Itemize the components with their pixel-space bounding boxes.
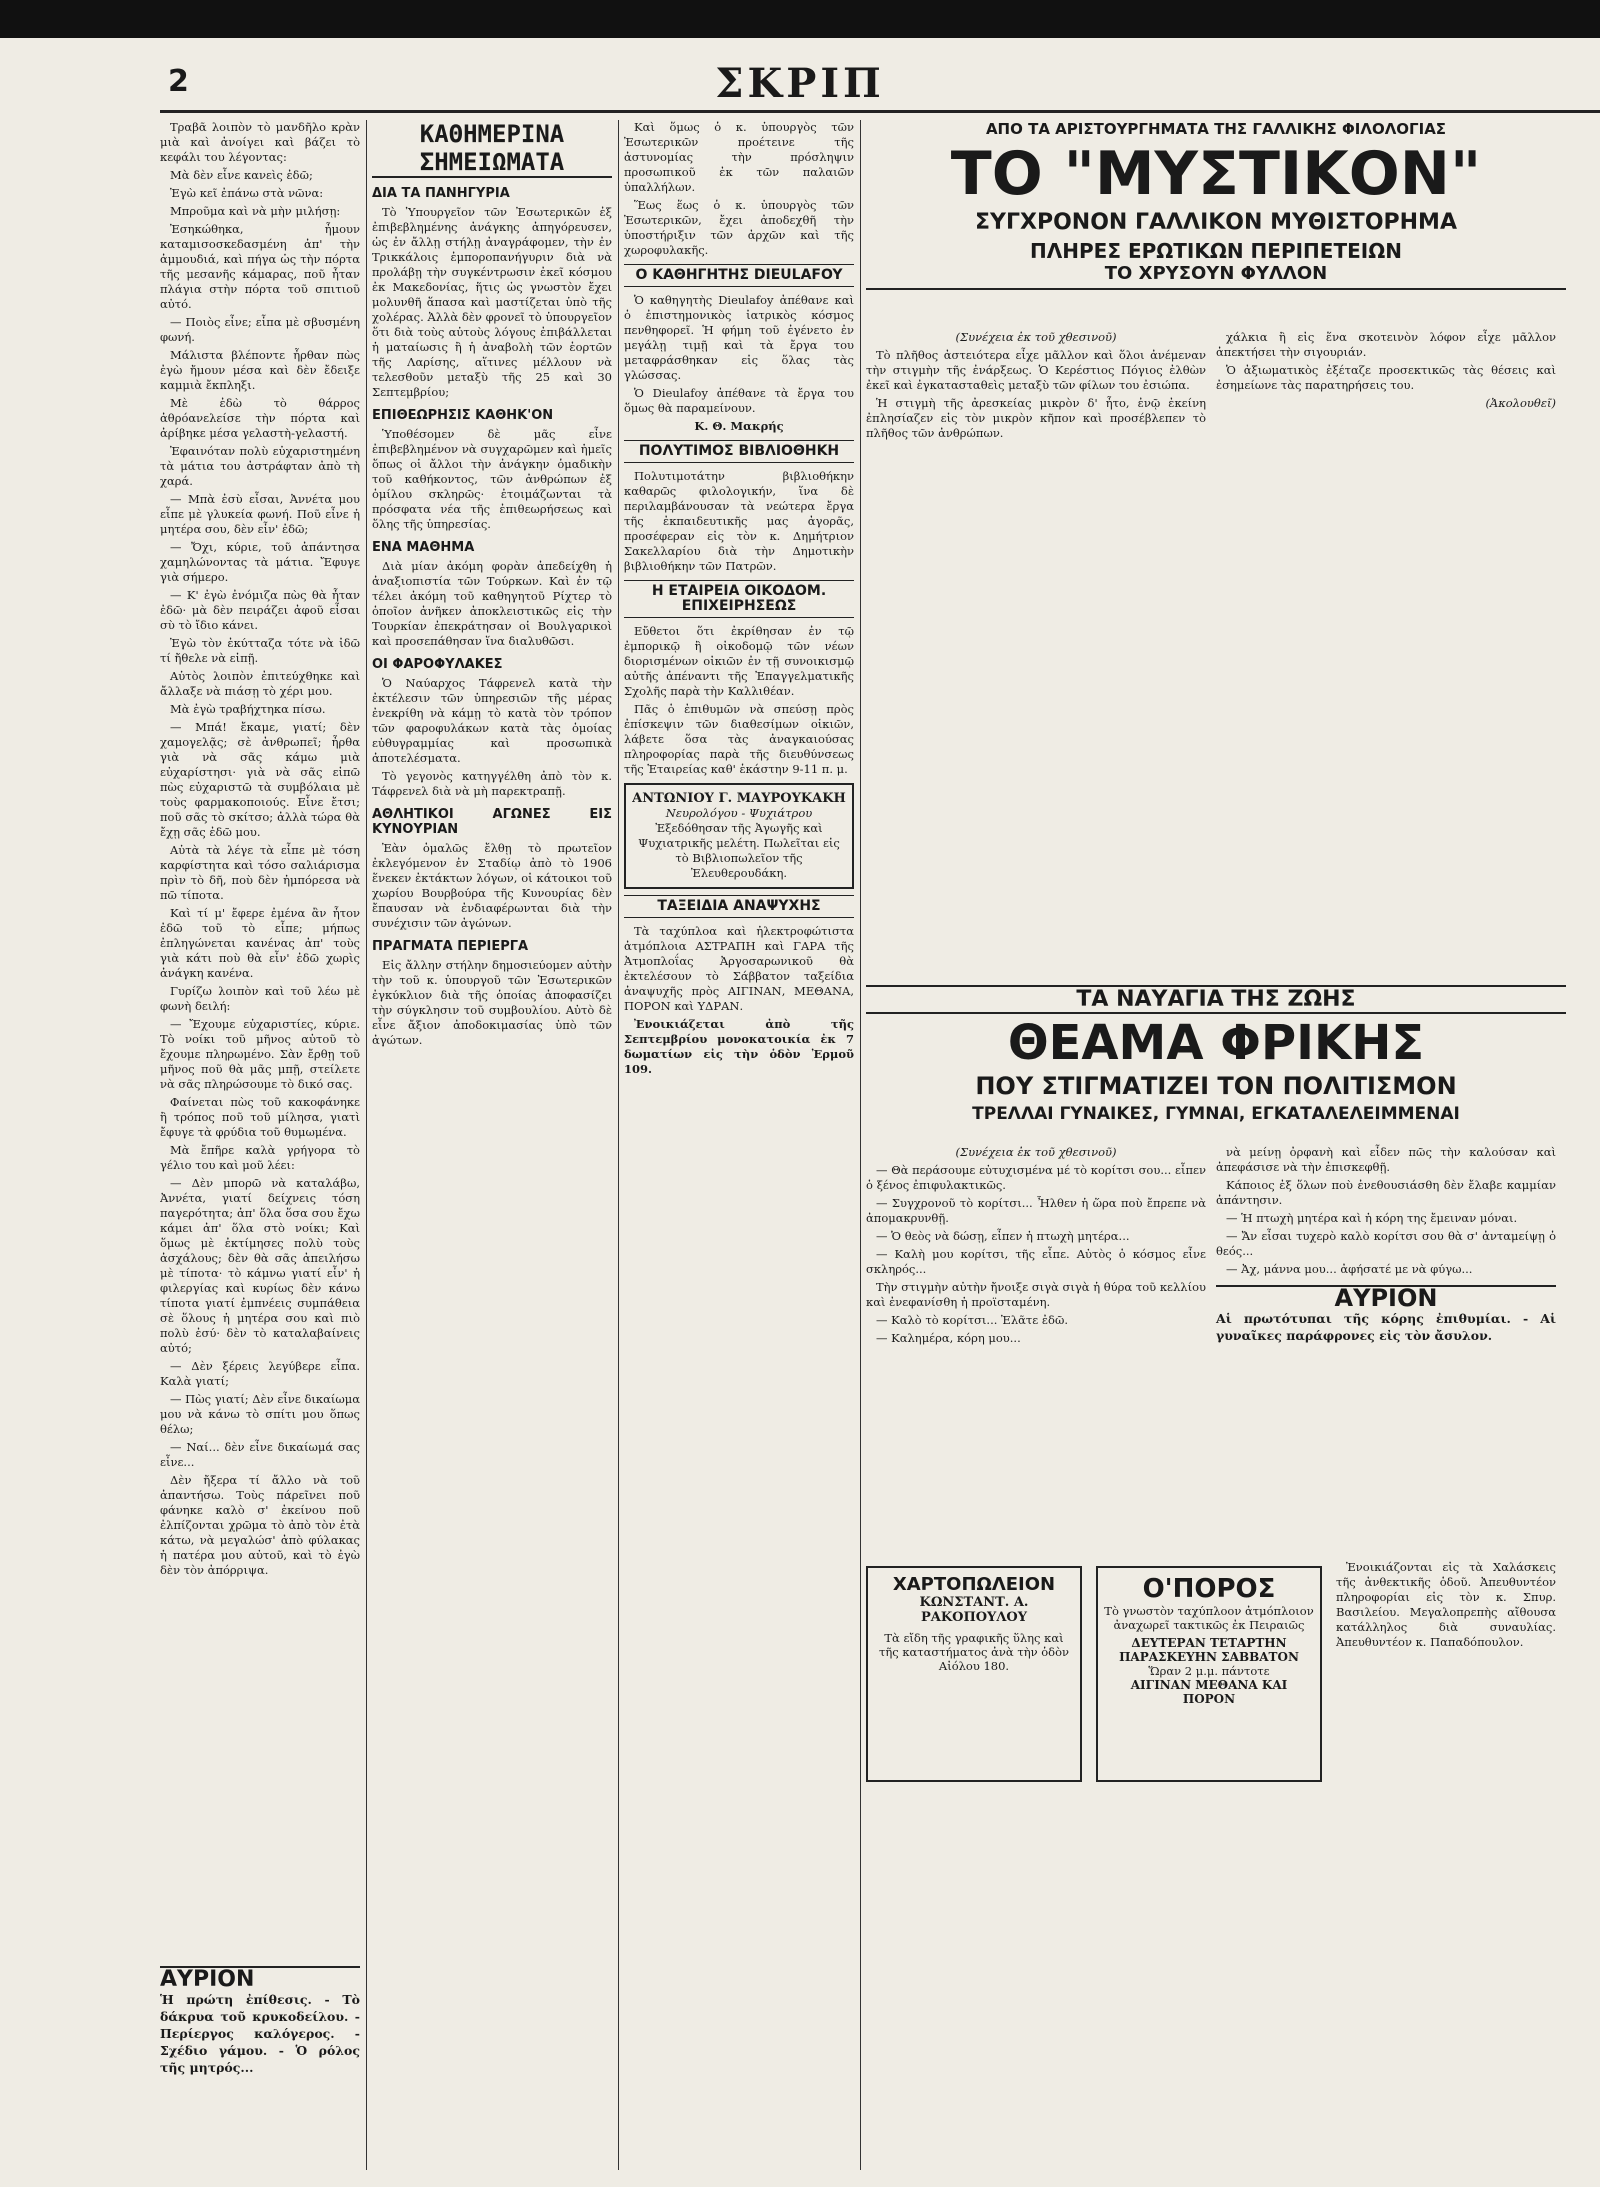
serial-story-text	[160, 120, 360, 1578]
serial-column-right	[1216, 1145, 1556, 1344]
paragraph: — Ἔχουμε εὐχαριστίες, κύριε. Τὸ νοίκι τοῦ μῆνος αὐτοῦ τὸ ἔχουμε πληρωμένο. Σὰν ἔρθῃ τοῦ μῆνος ποῦ θὰ μᾶς μπῇ, στείλετε νὰ σᾶς πληρώσουμε τὸ δικό σας.	[160, 1017, 360, 1091]
stationery-ad	[866, 1566, 1082, 1782]
newspaper-title: ΣΚΡΙΠ	[715, 60, 885, 107]
paragraph: — Ποιὸς εἶνε; εἶπα μὲ σβυσμένη φωνή.	[160, 315, 360, 344]
paragraph: Μάλιστα βλέποντε ἦρθαν πὼς ἐγὼ ἤμουν μέσα καὶ δὲν ἔδειξε καμμιὰ ἔκπληξι.	[160, 348, 360, 392]
ad-title: Ο'ΠΟΡΟΣ	[1142, 1574, 1276, 1604]
paragraph: — Ἡ πτωχὴ μητέρα καὶ ἡ κόρη της ἔμειναν μόναι.	[1226, 1211, 1518, 1225]
tomorrow-heading: ΑΥΡΙΟΝ	[1216, 1285, 1556, 1306]
column-1	[160, 120, 360, 2180]
paragraph: Ἐσηκώθηκα, ἦμουν καταμισοσκεδασμένη ἀπ' τὴν ἀμμουδιά, καὶ πήγα ὡς τὴν πόρτα τῆς μεσανῆς κάμαρας, ποῦ ἦταν πλάγια στὴν πόρτα τοῦ σπιτιοῦ αὐτό.	[160, 222, 360, 311]
paragraph: — Θὰ περάσουμε εὐτυχισμένα μέ τὸ κορίτσι σου... εἶπεν ὁ ξένος ἐπιφυλακτικῶς.	[866, 1163, 1206, 1192]
column-rule	[860, 120, 861, 2170]
paragraph: Μὰ ἔπῆρε καλὰ γρήγορα τὸ γέλιο του καὶ μοῦ λέει:	[160, 1143, 360, 1172]
paragraph: Ἐφαινόταν πολὺ εὐχαριστημένη τὰ μάτια του ἀστράφταν ἀπὸ τὴ χαρά.	[160, 444, 360, 488]
kicker: ΤΑ ΝΑΥΑΓΙΑ ΤΗΣ ΖΩΗΣ	[866, 985, 1566, 1014]
paragraph: — Δὲν ξέρεις λεγύβερε εἶπα. Καλὰ γιατί;	[160, 1359, 360, 1388]
subheading: ΑΘΛΗΤΙΚΟΙ ΑΓΩΝΕΣ ΕΙΣ ΚΥΝΟΥΡΙΑΝ	[372, 807, 612, 837]
ad-text: Τὸ γνωστὸν ταχύπλοον ἀτμόπλοιον ἀναχωρεῖ τακτικῶς ἐκ Πειραιῶς	[1104, 1604, 1314, 1632]
ads-area	[866, 1560, 1566, 2060]
paragraph: Δὲν ἤξερα τί ἄλλο νὰ τοῦ ἀπαντήσω. Τοὺς πάρεῖνει ποῦ φάνηκε καλὸ σ' ἐκείνου ποῦ ἐλπίζονται χρῶμα τὸ ἀπὸ τὸν ἐτὰ κάτω, νὰ μεγαλώσ' ἀπὸ φύλακας ἡ πατέρα μου αὐτοῦ, καὶ τὸ ἐγὼ δὲν τὸν ἀπόρριψα.	[160, 1473, 360, 1577]
paragraph: Ὑποθέσομεν δὲ μᾶς εἶνε ἐπιβεβλημένον νὰ συγχαρῶμεν καὶ ἡμεῖς ὅπως οἱ ἄλλοι τὴν ἀνάγκην ὁμαδικὴν τοῦ καθήκοντος, τῶν ἀνθρώπων ἐξ ὁμίλου σκληρῶς· ἐτοιμάζωνται τὰ πρόσφατα νέα τῆς ἐπιθεωρήσεως καὶ ὅλης τῆς ὑπηρεσίας.	[372, 427, 612, 531]
subheading: ΠΡΑΓΜΑΤΑ ΠΕΡΙΕΡΓΑ	[372, 939, 529, 954]
serial-column-left	[866, 1145, 1206, 1349]
ad-text: Τὰ εἴδη τῆς γραφικῆς ὕλης καὶ τῆς καταστήματος ἀνὰ τὴν ὁδὸν Αἰόλου 180.	[879, 1631, 1069, 1673]
paragraph: Τὸ Ὑπουργεῖον τῶν Ἐσωτερικῶν ἐξ ἐπιβεβλημένης ἀνάγκης ἀπηγόρευσεν, ὡς ἐν ἄλλῃ στήλῃ ἀναγράφομεν, τὴν ἐν Τρικκάλοις ἐμποροπανήγυριν διὰ νὰ προλάβῃ τὴν συγκέντρωσιν ἐκεῖ κόσμου ἐκ Μακεδονίας, ἥτις ὡς γνωστὸν ἔχει μολυνθῆ ἅπασα καὶ μαστίζεται ὑπὸ τῆς χολέρας. Ἀλλὰ δὲν φρονεῖ τὸ ὑπουργεῖον ὅτι διὰ τοὺς αὐτοὺς λόγους ἐπιβάλλεται ἡ ματαίωσις ἢ ἡ ἀναβολὴ τῶν ἑορτῶν τῆς Λαρίσης, αἵτινες μέλλουν νὰ τελεσθοῦν μεταξὺ τῆς 25 καὶ 30 Σεπτεμβρίου;	[372, 205, 612, 399]
paragraph: Τὸ πλῆθος ἀστειότερα εἶχε μᾶλλον καὶ ὅλοι ἀνέμεναν τὴν στιγμὴν τῆς ἐνάρξεως. Ὁ Κερέστιος Πόγιος ἐλθὼν ἐκεῖ καὶ ἐγκατασταθεὶς μεταξὺ τῶν φίλων του ἐσιώπα.	[866, 348, 1206, 392]
paragraph: Καὶ ὅμως ὁ κ. ὑπουργὸς τῶν Ἐσωτερικῶν προέτεινε τῆς ἀστυνομίας τὴν πρόσληψιν προσωπικοῦ ἐκ τῶν παλαιῶν ὑπαλλήλων.	[624, 120, 854, 194]
paragraph: Μὲ ἐδὼ τὸ θάρρος ἀθρόανελείσε τὴν πόρτα καὶ ἀρίβηκε μέσα γελαστὴ-γελαστή.	[160, 396, 360, 440]
column-2	[372, 120, 612, 2180]
serial-subtitle: ΠΟΥ ΣΤΙΓΜΑΤΙΖΕΙ ΤΟΝ ΠΟΛΙΤΙΣΜΟΝ	[975, 1072, 1457, 1100]
paragraph: Ἡ στιγμὴ τῆς ἀρεσκείας μικρὸν δ' ἦτο, ἐνῷ ἐκείνη ἐπλησίαζεν εἰς τὸν μικρὸν κῆπον καὶ προσέβλεπεν τὸ πλῆθος τῶν ἀνθρώπων.	[866, 396, 1206, 440]
serial-title: ΘΕΑΜΑ ΦΡΙΚΗΣ	[1007, 1015, 1425, 1071]
continued-note: (Συνέχεια ἐκ τοῦ χθεσινοῦ)	[955, 330, 1117, 344]
continued-note: (Συνέχεια ἐκ τοῦ χθεσινοῦ)	[955, 1145, 1117, 1159]
novel-subtitle-2: ΠΛΗΡΕΣ ΕΡΩΤΙΚΩΝ ΠΕΡΙΠΕΤΕΙΩΝ	[1030, 239, 1402, 263]
paragraph: — Καλημέρα, κόρη μου...	[876, 1331, 1021, 1345]
paragraph: Μὰ ἐγὼ τραβήχτηκα πίσω.	[170, 702, 326, 716]
paragraph: Εἰς ἄλλην στήλην δημοσιεύομεν αὐτὴν τὴν τοῦ κ. ὑπουργοῦ τῶν Ἐσωτερικῶν ἐγκύκλιον διὰ τῆς ὁποίας ἀποφασίζει τὴν σύγκλησιν τοῦ συμβουλίου. Αὐτὸ δὲ εἶνε ἄξιον ἀποδοκιμασίας ὑπὸ τῶν ἀγώτων.	[372, 958, 612, 1047]
tomorrow-text: Αἱ πρωτότυπαι τῆς κόρης ἐπιθυμίαι. - Αἱ γυναῖκες παράφρονες εἰς τὸν ἄσυλον.	[1216, 1311, 1556, 1343]
section-heading: ΚΑΘΗΜΕΡΙΝΑ ΣΗΜΕΙΩΜΑΤΑ	[372, 120, 612, 178]
novel-column-left	[866, 330, 1206, 444]
masthead-rule	[160, 110, 1600, 113]
paragraph: Μπροῦμα καὶ νὰ μὴν μιλήσῃ:	[170, 204, 341, 218]
ad-text: Ἐξεδόθησαν τῆς Ἀγωγῆς καὶ Ψυχιατρικῆς μελέτη. Πωλεῖται εἰς τὸ Βιβλιοπωλεῖον τῆς Ἐλευθερουδάκη.	[638, 821, 840, 880]
paragraph: Τὰ ταχύπλοα καὶ ἠλεκτροφώτιστα ἀτμόπλοια ΑΣΤΡΑΠΗ καὶ ΓΑΡΑ τῆς Ἀτμοπλοΐας Ἀργοσαρωνικοῦ θὰ ἐκτελέσουν τὸ Σάββατον ταξείδια ἀναψυχῆς πρὸς ΑΙΓΙΝΑΝ, ΜΕΘΑΝΑ, ΠΟΡΟΝ καὶ ΥΔΡΑΝ.	[624, 924, 854, 1013]
paragraph: Ἕως ἕως ὁ κ. ὑπουργὸς τῶν Ἐσωτερικῶν, ἔχει ἀποδεχθῆ τὴν ὑποστήριξιν τῶν ἀρχῶν καὶ τῆς χωροφυλακῆς.	[624, 198, 854, 257]
paragraph: χάλκια ἢ εἰς ἕνα σκοτεινὸν λόφον εἶχε μᾶλλον ἀπεκτήσει τὴν σιγουριάν.	[1216, 330, 1556, 359]
paragraph: Πολυτιμοτάτην βιβλιοθήκην καθαρῶς φιλολογικήν, ἵνα δὲ περιλαμβάνουσαν τὰ νεώτερα ἔργα τῆς ἐκπαιδευτικῆς μας ἀγορᾶς, προσέφεραν εἰς τὸν κ. Δημήτριον Σακελλαρίου διὰ τὴν Δημοτικὴν βιβλιοθήκην τῶν Πατρῶν.	[624, 469, 854, 573]
column-rule	[618, 120, 619, 2170]
subheading: Η ΕΤΑΙΡΕΙΑ ΟΙΚΟΔΟΜ. ΕΠΙΧΕΙΡΗΣΕΩΣ	[624, 580, 854, 618]
subheading: ΤΑΞΕΙΔΙΑ ΑΝΑΨΥΧΗΣ	[624, 895, 854, 918]
subheading: ΟΙ ΦΑΡΟΦΥΛΑΚΕΣ	[372, 657, 503, 672]
ad-name: ΚΩΝΣΤΑΝΤ. Α. ΡΑΚΟΠΟΥΛΟΥ	[919, 1595, 1029, 1625]
subheading: Ο ΚΑΘΗΓΗΤΗΣ DIEULAFOY	[624, 264, 854, 287]
ad-days: ΔΕΥΤΕΡΑΝ ΤΕΤΑΡΤΗΝ ΠΑΡΑΣΚΕΥΗΝ ΣΑΒΒΑΤΟΝ	[1119, 1636, 1299, 1664]
top-black-bar	[0, 0, 1600, 38]
paragraph: — Συγχρονοῦ τὸ κορίτσι... Ἦλθεν ἡ ὥρα ποὺ ἔπρεπε νὰ ἀπομακρυνθῇ.	[866, 1196, 1206, 1225]
ad-destination: ΑΙΓΙΝΑΝ ΜΕΘΑΝΑ ΚΑΙ ΠΟΡΟΝ	[1130, 1678, 1288, 1706]
paragraph: Μὰ δὲν εἶνε κανεὶς ἐδῶ;	[170, 168, 313, 182]
ferry-ad	[1096, 1566, 1322, 1782]
paragraph: — Δὲν μπορῶ νὰ καταλάβω, Ἀννέτα, γιατί δείχνεις τόση παγερότητα; ἀπ' ὅλα ὅσα σου ἔχω κάμει ἀπ' ὅλα στὸ νοίκι; Καὶ ὅμως μὲ ἐκτίμησες πολὺ τοὺς ἀσχάλους; δὲν θὰ σᾶς ἀπειλήσω μὲ τίποτα· τὸ κάμνω γιατί εἶν' ἡ φιλεργίας καὶ κυρίως δὲν κάνω τίποτα γιατί ἐμπνέεις συμπάθεια σὲ ὅλους ἡ μητέρα σου καὶ πιὸ πολὺ ἐσύ· δὲν τὸ καταλαβαίνεις αὐτό;	[160, 1176, 360, 1355]
paragraph: Γυρίζω λοιπὸν καὶ τοῦ λέω μὲ φωνὴ δειλή:	[160, 984, 360, 1013]
subheading: ΕΝΑ ΜΑΘΗΜΑ	[372, 540, 475, 555]
paragraph: Πᾶς ὁ ἐπιθυμῶν νὰ σπεύσῃ πρὸς ἐπίσκεψιν τῶν διαθεσίμων οἰκιῶν, λάβετε ὅσα τὰς ἀναγκαιούσας πληροφορίας παρὰ τῆς διευθύνσεως τῆς Ἑταιρείας καθ' ἑκάστην 9-11 π. μ.	[624, 702, 854, 776]
column-rule	[366, 120, 367, 2170]
paragraph: — Ναί... δὲν εἶνε δικαίωμά σας εἶνε...	[160, 1440, 360, 1469]
doctor-ad	[624, 783, 854, 889]
novel-subtitle-3: ΤΟ ΧΡΥΣΟΥΝ ΦΥΛΛΟΝ	[866, 263, 1566, 290]
paragraph: Καὶ τί μ' ἔφερε ἐμένα ἂν ἦτον ἐδῶ τοῦ τὸ εἶπε; μήπως ἐπληγώνεται κανένας ἀπ' τοὺς γιὰ κάτι ποὺ θὰ εἶν' ἐδῶ χωρὶς ἀνάγκη κανένα.	[160, 906, 360, 980]
page-number: 2	[168, 64, 189, 99]
continue-note: (Ἀκολουθεῖ)	[1485, 396, 1556, 410]
ad-title: ΧΑΡΤΟΠΩΛΕΙΟΝ	[892, 1574, 1056, 1595]
tomorrow-heading: ΑΥΡΙΟΝ	[160, 1966, 360, 1987]
paragraph: Αὐτὰ τὰ λέγε τὰ εἶπε μὲ τόση καρφίστητα καὶ τόσο σαλιάρισμα πρὶν τὸ δῆ, ποὺ δὲν ἠμπόρεσα νὰ πῶ τίποτα.	[160, 843, 360, 902]
paragraph: Τὸ γεγονὸς κατηγγέλθη ἀπὸ τὸν κ. Τάφρενελ διὰ νὰ μὴ παρεκτραπῇ.	[372, 769, 612, 798]
paragraph: — Μπά! ἔκαμε, γιατί; δὲν χαμογελᾷς; σὲ ἀνθρωπεῖ; ἦρθα γιὰ νὰ σᾶς κάμω μιὰ εὐχαρίστησι· γιὰ νὰ σᾶς εἰπῶ πὼς εὐχαριστῶ τὰ συμβόλαια μὲ τοὺς φαρμακοποιούς. Εἶνε ἔτσι; ποῦ σᾶς τὸ σκίτσο; ἀλλὰ τώρα θὰ ἔχῃ σᾶς ἐδῶ μου.	[160, 720, 360, 839]
paragraph: Αὐτὸς λοιπὸν ἐπιτεύχθηκε καὶ ἄλλαξε νὰ πιάσῃ τὸ χέρι μου.	[160, 669, 360, 698]
subheading: ΕΠΙΘΕΩΡΗΣΙΣ ΚΑΘΗΚ'ΟΝ	[372, 408, 554, 423]
subheading: ΔΙΑ ΤΑ ΠΑΝΗΓΥΡΙΑ	[372, 186, 510, 201]
ad-time: Ὥραν 2 μ.μ. πάντοτε	[1148, 1664, 1270, 1678]
masthead	[0, 60, 1600, 110]
paragraph: Τὴν στιγμὴν αὐτὴν ἤνοιξε σιγὰ σιγὰ ἡ θύρα τοῦ κελλίου καὶ ἐνεφανίσθη ἡ προϊσταμένη.	[866, 1280, 1206, 1309]
paragraph: — Ὁ θεὸς νὰ δώσῃ, εἶπεν ἡ πτωχὴ μητέρα...	[876, 1229, 1130, 1243]
ad-title: ΑΝΤΩΝΙΟΥ Γ. ΜΑΥΡΟΥΚΑΚΗ	[632, 791, 846, 806]
novel-column-right	[1216, 330, 1556, 414]
paragraph: Τραβᾶ λοιπὸν τὸ μανδῆλο κρὰν μιὰ καὶ ἀνοίγει καὶ βάζει τὸ κεφάλι του λέγοντας:	[160, 120, 360, 164]
paragraph: Ἐγὼ τὸν ἐκύτταζα τότε νὰ ἰδῶ τί ἤθελε νὰ εἰπῇ.	[160, 636, 360, 665]
paragraph: — Πὼς γιατί; Δὲν εἶνε δικαίωμα μου νὰ κάνω τὸ σπίτι μου ὅπως θέλω;	[160, 1392, 360, 1436]
paragraph: — Ὄχι, κύριε, τοῦ ἀπάντησα χαμηλώνοντας τὰ μάτια. Ἔφυγε γιὰ σήμερο.	[160, 540, 360, 584]
paragraph: — Ἄν εἶσαι τυχερὸ καλὸ κορίτσι σου θὰ σ' ἀνταμείψῃ ὁ θεός...	[1216, 1229, 1556, 1258]
paragraph: — Κ' ἐγὼ ἐνόμιζα πὼς θὰ ἦταν ἐδῶ· μὰ δὲν πειράζει ἀφοῦ εἶσαι σὺ τὸ ἴδιο κάνει.	[160, 588, 360, 632]
paragraph: Ἐὰν ὁμαλῶς ἔλθῃ τὸ πρωτεῖον ἐκλεγόμενον ἐν Σταδίῳ ἀπὸ τὸ 1906 ἕνεκεν ἐκτάκτων λόγων, οἱ κάτοικοι τοῦ χωρίου Βουρβούρα τῆς Κυνουρίας δὲν ἔπαυσαν νὰ ἐνδιαφέρωνται διὰ τὴν συνέχισιν τῶν ἀγώνων.	[372, 841, 612, 930]
paragraph: Ἐνοικιάζεται ἀπὸ τῆς Σεπτεμβρίου μονοκατοικία ἐκ 7 δωματίων εἰς τὴν ὁδὸν Ἐρμοῦ 109.	[624, 1017, 854, 1076]
classified-ads	[1336, 1560, 1556, 1760]
paragraph: Κάποιος ἐξ ὅλων ποὺ ἐνεθουσιάσθη δὲν ἔλαβε καμμίαν ἀπάντησιν.	[1216, 1178, 1556, 1207]
tomorrow-box	[160, 1958, 360, 2076]
paragraph: Ὁ ἀξιωματικὸς ἐξέταζε προσεκτικῶς τὰς θέσεις καὶ ἐσημείωνε τὰς παρατηρήσεις του.	[1216, 363, 1556, 392]
tomorrow-text: Ἡ πρώτη ἐπίθεσις. - Τὸ δάκρυα τοῦ κρυκοδείλου. - Περίεργος καλόγερος. - Σχέδιο γάμου. - Ὁ ρόλος τῆς μητρός...	[160, 1992, 360, 2075]
ad-text: Ἐνοικιάζονται εἰς τὰ Χαλάσκεις τῆς ἀνθεκτικῆς ὁδοῦ. Ἀπευθυντέον πληροφορίαι εἰς τὸν κ. Σπυρ. Βασιλείου. Μεγαλοπρεπὴς αἴθουσα κατάλληλος διὰ συναυλίας. Ἀπευθυντέον κ. Παπαδόπουλον.	[1336, 1560, 1556, 1649]
paragraph: Φαίνεται πὼς τοῦ κακοφάνηκε ἢ τρόπος ποῦ τοῦ μίλησα, γιατὶ ἔφυγε τὰ φρύδια τοῦ θυμωμένα.	[160, 1095, 360, 1139]
paragraph: Ὁ Dieulafoy ἀπέθανε τὰ ἔργα του ὅμως θὰ παραμείνουν.	[624, 386, 854, 415]
subheading: ΠΟΛΥΤΙΜΟΣ ΒΙΒΛΙΟΘΗΚΗ	[624, 440, 854, 463]
paragraph: Ἐγὼ κεῖ ἐπάνω στὰ νῶνα:	[170, 186, 324, 200]
paragraph: Ὁ καθηγητὴς Dieulafoy ἀπέθανε καὶ ὁ ἐπιστημονικὸς ἰατρικὸς κόσμος πενθηφορεῖ. Ἡ φήμη τοῦ ἐγένετο ἐν μεγάλῃ τιμῇ καὶ τὰ ἔργα του μεταφράσθηκαν εἰς ὅλας τὰς γλώσσας.	[624, 293, 854, 382]
paragraph: — Καλὴ μου κορίτσι, τῆς εἶπε. Αὐτὸς ὁ κόσμος εἶνε σκληρός...	[866, 1247, 1206, 1276]
paragraph: — Μπὰ ἐσὺ εἶσαι, Ἀννέτα μου εἶπε μὲ γλυκεία φωνή. Ποῦ εἶνε ἡ μητέρα σου, δὲν εἶν' ἐδῶ;	[160, 492, 360, 536]
novel-subtitle: ΣΥΓΧΡΟΝΟΝ ΓΑΛΛΙΚΟΝ ΜΥΘΙΣΤΟΡΗΜΑ	[975, 210, 1457, 235]
signature: Κ. Θ. Μακρής	[694, 419, 784, 433]
kicker: ΑΠΟ ΤΑ ΑΡΙΣΤΟΥΡΓΗΜΑΤΑ ΤΗΣ ΓΑΛΛΙΚΗΣ ΦΙΛΟΛΟΓΙΑΣ	[985, 120, 1447, 138]
ad-subtitle: Νευρολόγου - Ψυχιάτρου	[665, 806, 813, 820]
paragraph: Διὰ μίαν ἀκόμη φορὰν ἀπεδείχθη ἡ ἀναξιοπιστία τῶν Τούρκων. Καὶ ἐν τῷ τέλει ἀκόμη τοῦ καθηγητοῦ Ρίχτερ τὸ ὁποῖον ἀνῆκεν ἀποκλειστικῶς εἰς τὴν Τουρκίαν ἐπεκράτησαν οἱ Βουλγαρικοὶ καὶ προσεπάθησαν ἵνα διαλυθῶσι.	[372, 559, 612, 648]
column-3	[624, 120, 854, 2180]
paragraph: Ὁ Ναύαρχος Τάφρενελ κατὰ τὴν ἐκτέλεσιν τῶν ὑπηρεσιῶν τῆς μέρας ἐνεκρίθη νὰ κάμῃ τὸ κατὰ τὸν τρόπον τῶν φαροφυλάκων κατὰ τὰς ὁμοίας εὐθυγραμμίας καὶ προσωπικὰ ἀποτελέσματα.	[372, 676, 612, 765]
serial-novel-section	[866, 120, 1566, 980]
novel-title: ΤΟ "ΜΥΣΤΙΚΟΝ"	[950, 139, 1482, 209]
paragraph: νὰ μείνῃ ὀρφανὴ καὶ εἶδεν πῶς τὴν καλούσαν καὶ ἀπεφάσισε νὰ τὴν ἐπισκεφθῇ.	[1216, 1145, 1556, 1174]
paragraph: Εὔθετοι ὅτι ἐκρίθησαν ἐν τῷ ἐμπορικῷ ἢ οἰκοδομῷ τῶν νέων διορισμένων οἰκιῶν ἐν τῇ συνοικισμῷ αὐτῆς ἀπέναντι τῆς Ἐπαγγελματικῆς Σχολῆς παρὰ τὴν Καλλιθέαν.	[624, 624, 854, 698]
paragraph: — Ἀχ, μάννα μου... ἀφήσατέ με νὰ φύγω...	[1226, 1262, 1473, 1276]
serial-subtitle-2: ΤΡΕΛΛΑΙ ΓΥΝΑΙΚΕΣ, ΓΥΜΝΑΙ, ΕΓΚΑΤΑΛΕΛΕΙΜΜΕΝΑΙ	[972, 1104, 1460, 1124]
paragraph: — Καλὸ τὸ κορίτσι... Ἐλᾶτε ἐδῶ.	[876, 1313, 1069, 1327]
